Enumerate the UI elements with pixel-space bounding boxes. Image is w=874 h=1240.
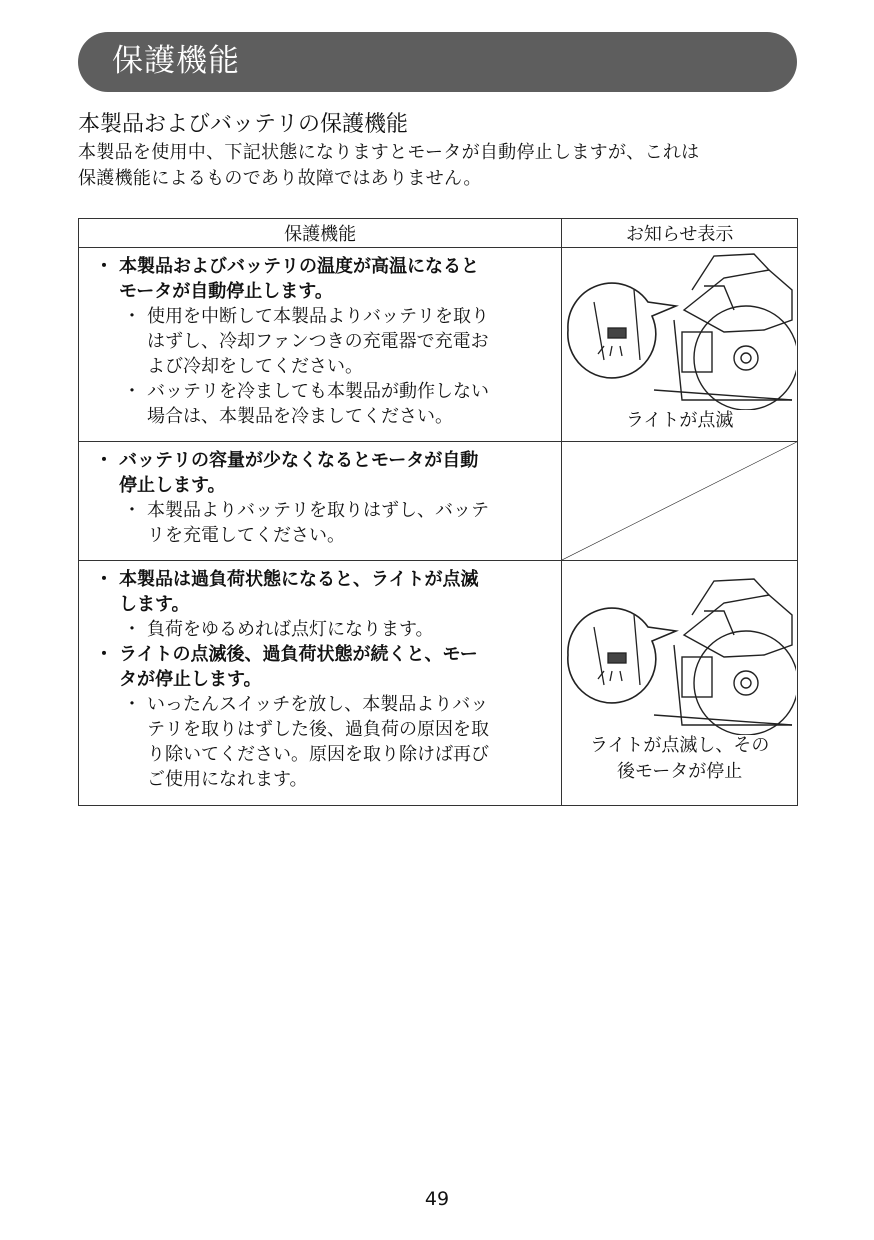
sub-bullet-item (95, 304, 551, 379)
section-heading: 本製品およびバッテリの保護機能 (78, 112, 409, 137)
item-line: ご使用になれます。 (147, 769, 308, 790)
page-title: 保護機能 (112, 43, 240, 79)
table-row (79, 561, 798, 806)
page-number: 49 (424, 1188, 450, 1210)
item-line: ライトの点滅後、過負荷状態が続くと、モー (119, 644, 478, 665)
protection-cell (79, 248, 562, 442)
item-line: 本製品およびバッテリの温度が高温になると (119, 256, 479, 277)
item-line: り除いてください。原因を取り除けば再び (147, 744, 489, 765)
bullet-mark: ・ (95, 644, 113, 665)
sub-bullet-item (95, 692, 551, 792)
bullet-mark: ・ (123, 694, 141, 715)
bullet-mark: ・ (95, 256, 113, 277)
bullet-mark: ・ (123, 381, 141, 402)
item-line: いったんスイッチを放し、本製品よりバッ (147, 694, 489, 715)
item-line: 停止します。 (119, 475, 226, 496)
item-line: 本製品よりバッテリを取りはずし、バッテ (147, 500, 489, 521)
header-indicator: お知らせ表示 (562, 219, 798, 248)
table-header-row (79, 219, 798, 248)
diagonal-line (562, 442, 797, 560)
indicator-caption (562, 733, 797, 785)
item-line: します。 (119, 594, 190, 615)
sub-bullet-item (95, 498, 551, 548)
item-line: 場合は、本製品を冷ましてください。 (147, 406, 453, 427)
sub-bullet-item (95, 617, 551, 642)
item-line: タが停止します。 (119, 669, 262, 690)
caption-line: ライトが点滅 (625, 410, 734, 431)
intro-line: 本製品を使用中、下記状態になりますとモータが自動停止しますが、これは (78, 142, 700, 163)
bullet-item (95, 254, 551, 304)
indicator-cell (562, 248, 798, 442)
indicator-cell-empty (562, 442, 798, 561)
bullet-mark: ・ (95, 450, 113, 471)
indicator-cell (562, 561, 798, 806)
circular-saw-illustration (564, 575, 796, 735)
bullet-mark: ・ (123, 306, 141, 327)
bullet-mark: ・ (123, 619, 141, 640)
indicator-caption (562, 408, 797, 434)
protection-cell (79, 442, 562, 561)
title-banner (78, 32, 797, 92)
protection-cell (79, 561, 562, 806)
table-row (79, 248, 798, 442)
item-line: 負荷をゆるめれば点灯になります。 (147, 619, 434, 640)
sub-bullet-item (95, 379, 551, 429)
table-row (79, 442, 798, 561)
item-line: 本製品は過負荷状態になると、ライトが点滅 (119, 569, 479, 590)
header-protection: 保護機能 (79, 219, 562, 248)
item-line: バッテリの容量が少なくなるとモータが自動 (119, 450, 479, 471)
caption-line: 後モータが停止 (617, 761, 743, 782)
item-line: テリを取りはずした後、過負荷の原因を取 (147, 719, 489, 740)
item-line: バッテリを冷ましても本製品が動作しない (147, 381, 489, 402)
intro-paragraph (78, 140, 803, 192)
item-line: モータが自動停止します。 (119, 281, 333, 302)
protection-table (78, 218, 798, 806)
item-line: よび冷却をしてください。 (147, 356, 363, 377)
item-line: リを充電してください。 (147, 525, 345, 546)
item-line: はずし、冷却ファンつきの充電器で充電お (147, 331, 489, 352)
bullet-mark: ・ (123, 500, 141, 521)
bullet-item (95, 642, 551, 692)
bullet-item (95, 448, 551, 498)
bullet-mark: ・ (95, 569, 113, 590)
item-line: 使用を中断して本製品よりバッテリを取り (147, 306, 489, 327)
circular-saw-illustration (564, 250, 796, 410)
caption-line: ライトが点滅し、その (589, 735, 770, 756)
bullet-item (95, 567, 551, 617)
intro-line: 保護機能によるものであり故障ではありません。 (78, 168, 482, 189)
